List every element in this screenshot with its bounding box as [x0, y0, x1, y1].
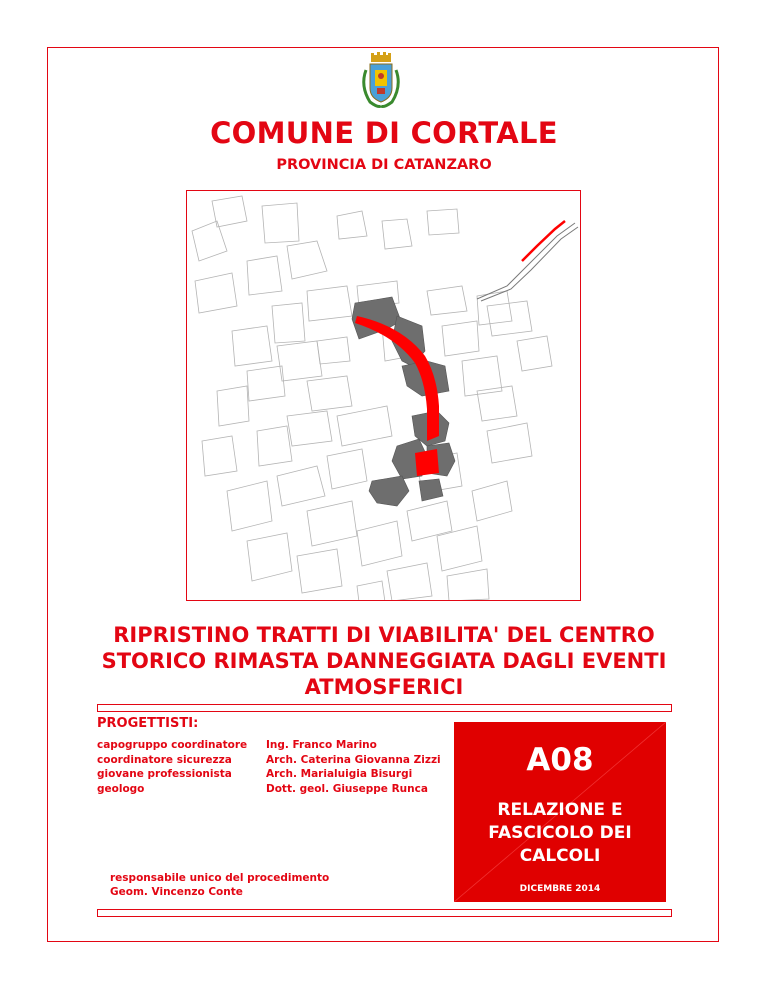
designer-role: geologo	[97, 782, 145, 795]
site-map	[186, 190, 581, 601]
designer-role: coordinatore sicurezza	[97, 753, 232, 766]
municipal-coat-of-arms	[356, 52, 406, 112]
highlighted-buildings	[352, 297, 455, 506]
designer-name: Dott. geol. Giuseppe Runca	[266, 782, 428, 795]
rup-label: responsabile unico del procedimento	[110, 872, 330, 884]
designer-roles	[97, 738, 247, 796]
document-title-line: FASCICOLO DEI	[488, 823, 632, 843]
designer-role: capogruppo coordinatore	[97, 739, 248, 751]
document-code-box	[454, 722, 666, 902]
document-code: A08	[526, 742, 594, 778]
top-divider-bar	[97, 704, 672, 712]
designer-role: giovane professionista	[97, 768, 232, 780]
access-road	[477, 223, 578, 301]
designer-name: Arch. Caterina Giovanna Zizzi	[266, 753, 441, 766]
bottom-divider-bar	[97, 909, 672, 917]
municipality-title: COMUNE DI CORTALE	[210, 116, 558, 150]
project-title-line: STORICO RIMASTA DANNEGGIATA DAGLI EVENTI	[101, 649, 667, 673]
rup-block	[110, 871, 329, 899]
map-buildings-outlines	[192, 196, 552, 601]
designer-names	[266, 738, 441, 796]
designers-heading: PROGETTISTI:	[97, 716, 199, 731]
site-map-drawing	[187, 191, 581, 601]
document-date: DICEMBRE 2014	[519, 884, 601, 894]
province-subtitle: PROVINCIA DI CATANZARO	[276, 157, 492, 173]
project-title-line: RIPRISTINO TRATTI DI VIABILITA' DEL CENTRO	[113, 623, 655, 647]
project-title	[30, 622, 738, 700]
project-title-line: ATMOSFERICI	[304, 675, 464, 699]
designer-name: Ing. Franco Marino	[266, 739, 377, 751]
document-title-line: RELAZIONE E	[497, 800, 623, 820]
document-title	[454, 799, 666, 868]
document-title-line: CALCOLI	[519, 846, 601, 866]
rup-name: Geom. Vincenzo Conte	[110, 886, 243, 898]
designer-name: Arch. Marialuigia Bisurgi	[266, 768, 413, 780]
